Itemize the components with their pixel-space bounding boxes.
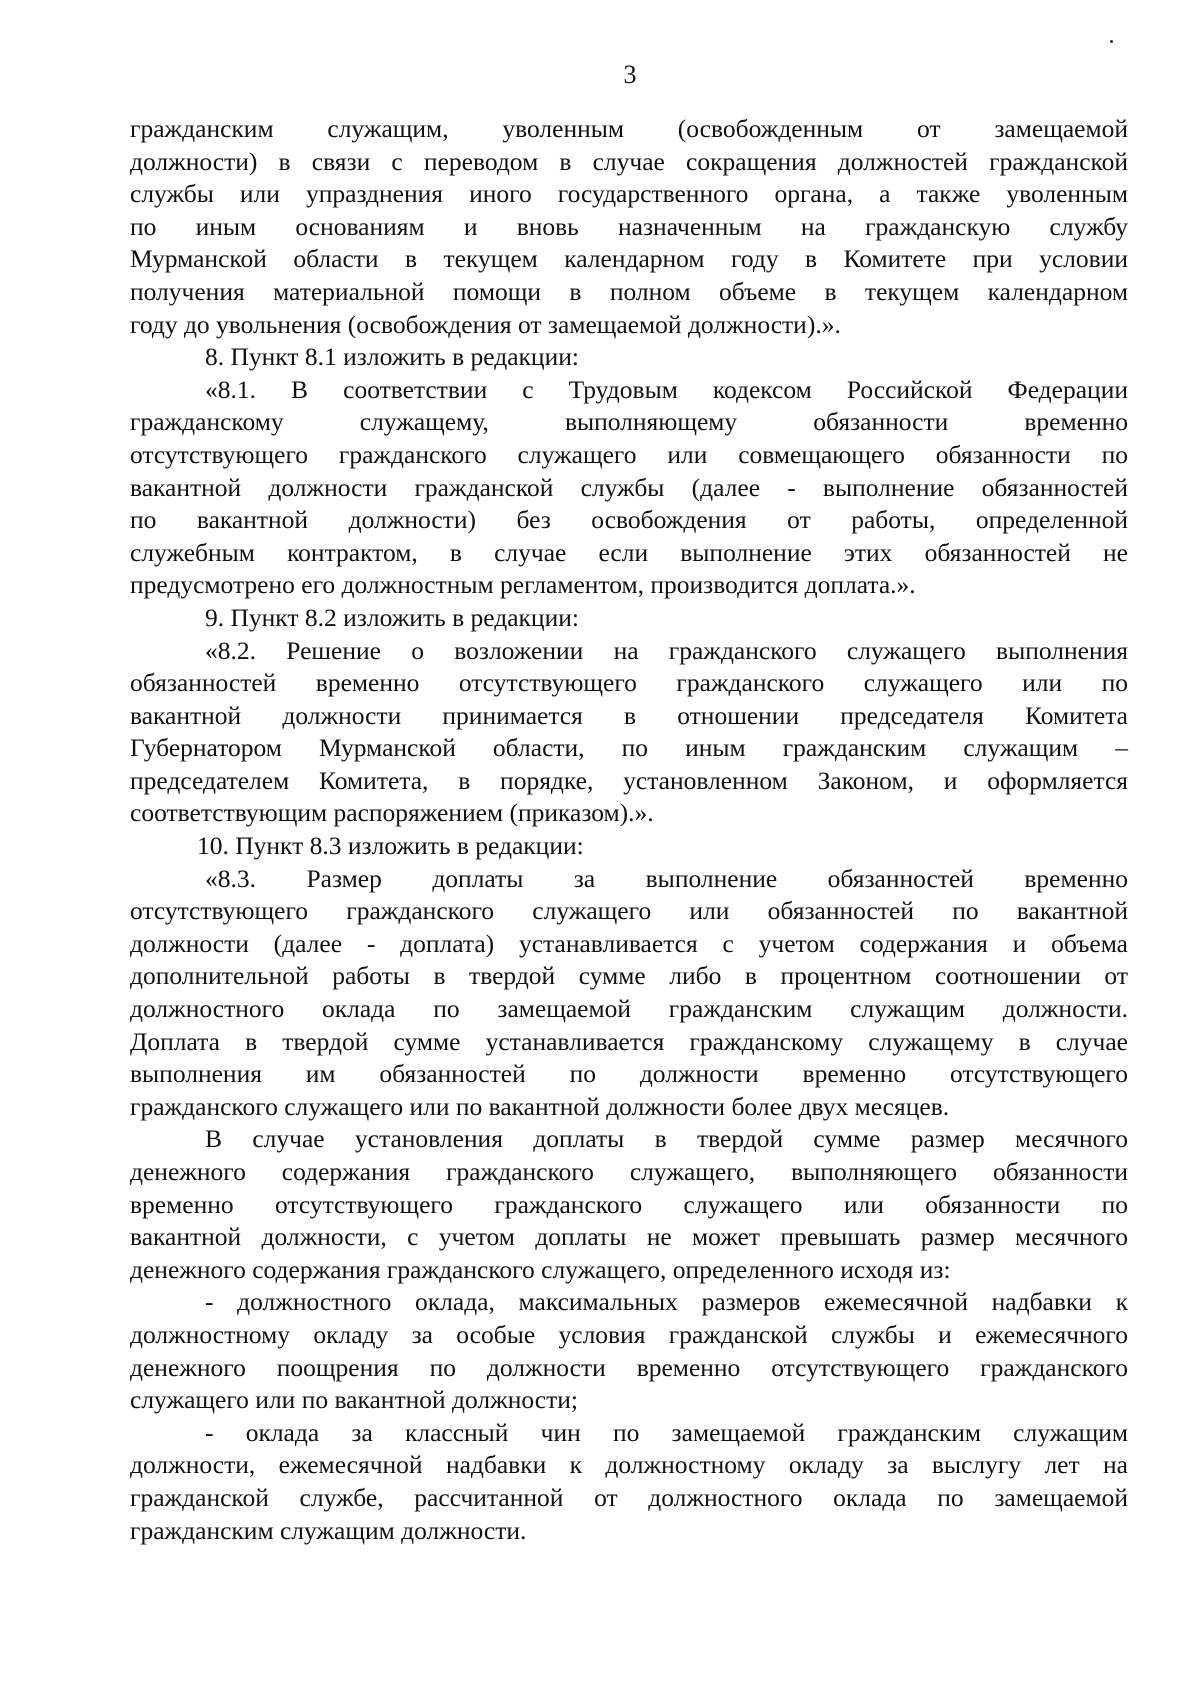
text-line: временно отсутствующего гражданского служащего или обязанности по	[130, 1189, 1128, 1219]
text-line: должностного оклада по замещаемой гражданским служащим должности.	[130, 994, 1128, 1024]
text-line: денежного поощрения по должности временно отсутствующего гражданского	[130, 1352, 1128, 1382]
text-line: отсутствующего гражданского служащего или совмещающего обязанности по	[130, 439, 1128, 469]
text-line: Губернатором Мурманской области, по иным гражданским служащим –	[130, 733, 1128, 763]
text-line: должности, ежемесячной надбавки к должностному окладу за выслугу лет на	[130, 1450, 1128, 1480]
text-line: «8.3. Размер доплаты за выполнение обязанностей временно	[205, 863, 1128, 893]
text-line: получения материальной помощи в полном объеме в текущем календарном	[130, 276, 1128, 306]
text-line: должности) в связи с переводом в случае сокращения должностей гражданской	[130, 146, 1128, 176]
text-line: вакантной должности гражданской службы (далее - выполнение обязанностей	[130, 472, 1128, 502]
text-line: гражданским служащим, уволенным (освобожденным от замещаемой	[130, 114, 1128, 143]
page-number: 3	[623, 60, 637, 89]
text-line: по вакантной должности) без освобождения от работы, определенной	[130, 505, 1128, 535]
text-line: денежного содержания гражданского служащего, выполняющего обязанности	[130, 1157, 1128, 1186]
text-line: 10. Пункт 8.3 изложить в редакции:	[197, 831, 584, 861]
text-line: - оклада за классный чин по замещаемой гражданским служащим	[205, 1417, 1128, 1447]
text-line: отсутствующего гражданского служащего или обязанностей по вакантной	[130, 896, 1128, 926]
text-line: гражданским служащим должности.	[130, 1515, 527, 1545]
text-line: службы или упразднения иного государственного органа, а также уволенным	[130, 179, 1128, 209]
text-line: вакантной должности, с учетом доплаты не может превышать размер месячного	[130, 1222, 1128, 1252]
text-line: Доплата в твердой сумме устанавливается гражданскому служащему в случае	[130, 1026, 1128, 1056]
text-line: - должностного оклада, максимальных размеров ежемесячной надбавки к	[205, 1287, 1128, 1317]
text-line: предусмотрено его должностным регламентом, производится доплата.».	[130, 570, 916, 600]
scan-speck	[1110, 40, 1113, 43]
text-line: В случае установления доплаты в твердой сумме размер месячного	[205, 1124, 1128, 1154]
text-line: гражданскому служащему, выполняющему обязанности временно	[130, 407, 1128, 437]
text-line: председателем Комитета, в порядке, установленном Законом, и оформляется	[130, 765, 1128, 795]
text-line: Мурманской области в текущем календарном году в Комитете при условии	[130, 244, 1128, 274]
text-line: 8. Пункт 8.1 изложить в редакции:	[205, 342, 579, 372]
text-line: служащего или по вакантной должности;	[130, 1385, 578, 1415]
text-line: «8.1. В соответствии с Трудовым кодексом Российской Федерации	[205, 374, 1128, 404]
text-line: «8.2. Решение о возложении на гражданского служащего выполнения	[205, 635, 1128, 665]
text-line: гражданского служащего или по вакантной должности более двух месяцев.	[130, 1091, 950, 1121]
text-line: должности (далее - доплата) устанавливается с учетом содержания и объема	[130, 928, 1128, 958]
text-line: денежного содержания гражданского служащего, определенного исходя из:	[130, 1254, 951, 1284]
text-line: по иным основаниям и вновь назначенным на гражданскую службу	[130, 211, 1128, 241]
document-body	[130, 113, 1128, 1547]
text-line: соответствующим распоряжением (приказом).».	[130, 798, 654, 828]
text-line: дополнительной работы в твердой сумме либо в процентном соотношении от	[130, 961, 1128, 991]
text-line: обязанностей временно отсутствующего гражданского служащего или по	[130, 668, 1128, 698]
text-line: вакантной должности принимается в отношении председателя Комитета	[130, 700, 1128, 730]
text-line: служебным контрактом, в случае если выполнение этих обязанностей не	[130, 537, 1128, 567]
text-line: должностному окладу за особые условия гражданской службы и ежемесячного	[130, 1319, 1128, 1349]
text-line: году до увольнения (освобождения от замещаемой должности).».	[130, 309, 841, 339]
text-line: гражданской службе, рассчитанной от должностного оклада по замещаемой	[130, 1482, 1128, 1512]
text-line: 9. Пункт 8.2 изложить в редакции:	[205, 602, 579, 632]
text-line: выполнения им обязанностей по должности временно отсутствующего	[130, 1059, 1128, 1089]
